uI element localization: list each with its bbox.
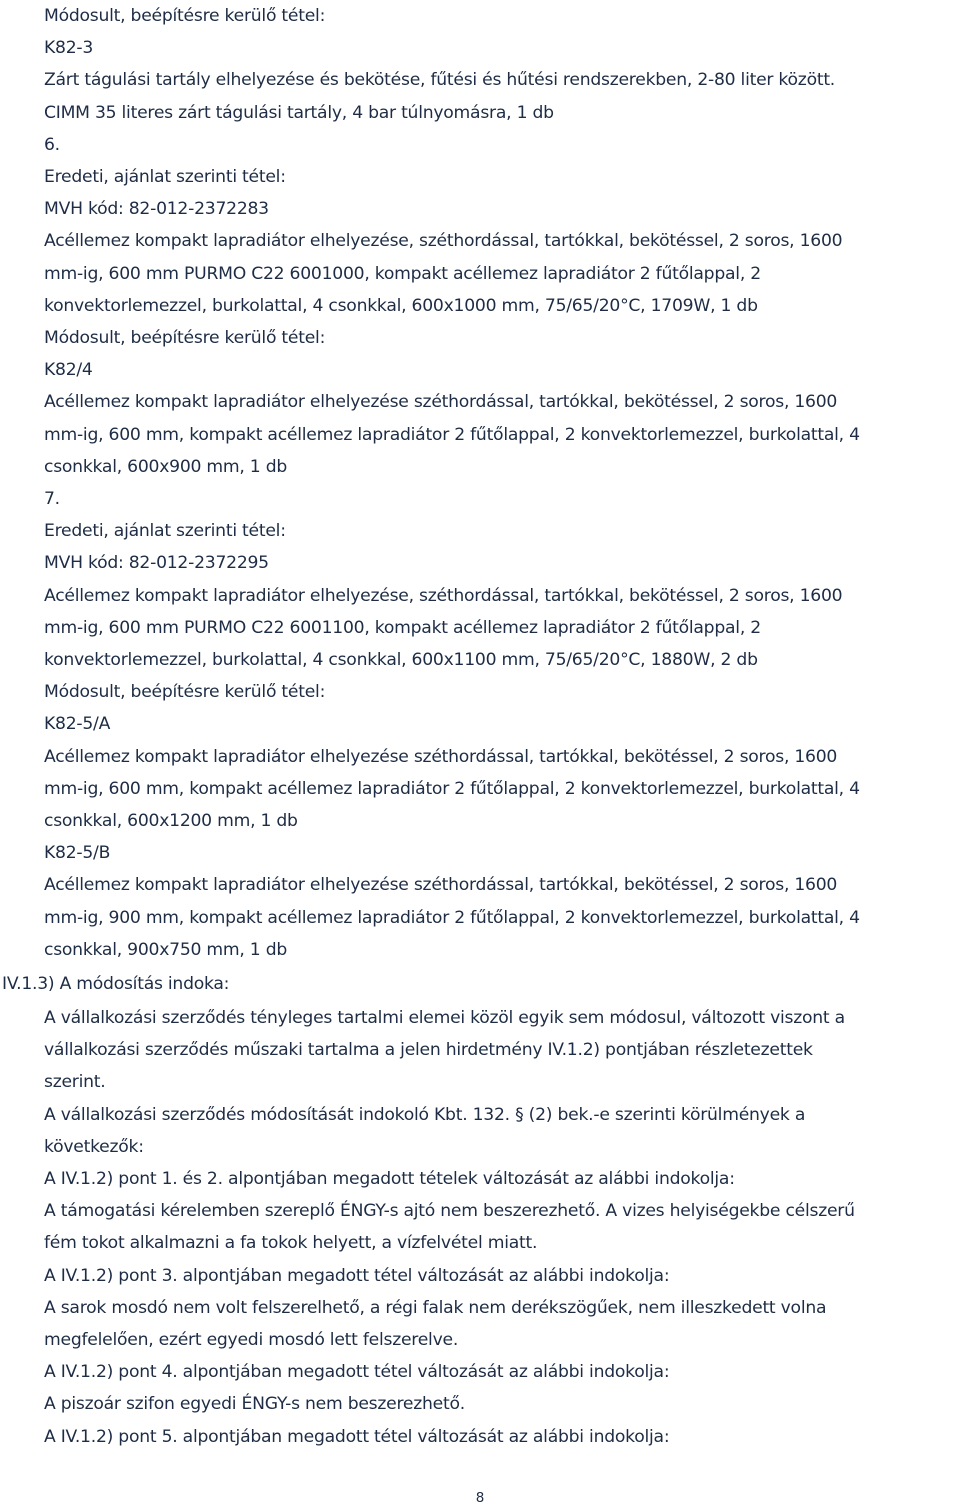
text-line: A IV.1.2) pont 1. és 2. alpontjában megadott tételek változását az alábbi indokolja: — [44, 1169, 735, 1190]
text-line: Acéllemez kompakt lapradiátor elhelyezése széthordással, tartókkal, bekötéssel, 2 soros, 1600 — [44, 746, 838, 767]
text-line: 7. — [44, 489, 60, 510]
text-line: K82-5/A — [44, 714, 111, 735]
text-line: csonkkal, 600x900 mm, 1 db — [44, 456, 288, 477]
text-line: Módosult, beépítésre kerülő tétel: — [44, 6, 326, 26]
text-line: A IV.1.2) pont 4. alpontjában megadott tétel változását az alábbi indokolja: — [44, 1362, 670, 1383]
text-line: megfelelően, ezért egyedi mosdó lett felszerelve. — [44, 1330, 459, 1351]
text-line: mm-ig, 900 mm, kompakt acéllemez lapradiátor 2 fűtőlappal, 2 konvektorlemezzel, burkolattal, 4 — [44, 907, 860, 928]
text-line: A piszoár szifon egyedi ÉNGY-s nem beszerezhető. — [44, 1394, 465, 1415]
section-heading: IV.1.3) A módosítás indoka: — [2, 974, 230, 994]
text-line: Zárt tágulási tartály elhelyezése és bekötése, fűtési és hűtési rendszerekben, 2-80 liter között. — [44, 70, 836, 91]
page-number: 8 — [475, 1490, 485, 1506]
text-line: MVH kód: 82-012-2372295 — [44, 553, 269, 574]
text-line: A vállalkozási szerződés módosítását indokoló Kbt. 132. § (2) bek.-e szerinti körülmények a — [44, 1104, 806, 1125]
text-line: Acéllemez kompakt lapradiátor elhelyezése, széthordással, tartókkal, bekötéssel, 2 soros, 1600 — [44, 231, 843, 252]
text-line: A IV.1.2) pont 5. alpontjában megadott tétel változását az alábbi indokolja: — [44, 1426, 670, 1447]
text-line: vállalkozási szerződés műszaki tartalma a jelen hirdetmény IV.1.2) pontjában részletezettek — [44, 1040, 813, 1061]
text-line: MVH kód: 82-012-2372283 — [44, 199, 269, 220]
text-line: A vállalkozási szerződés tényleges tartalmi elemei közöl egyik sem módosul, változott viszont a — [44, 1008, 845, 1028]
text-line: A sarok mosdó nem volt felszerelhető, a régi falak nem derékszögűek, nem illeszkedett volna — [44, 1297, 827, 1318]
modification-items-text — [44, 0, 952, 966]
text-line: Eredeti, ajánlat szerinti tétel: — [44, 167, 286, 188]
text-line: A támogatási kérelemben szereplő ÉNGY-s ajtó nem beszerezhető. A vizes helyiségekbe célszerű — [44, 1201, 855, 1222]
text-line: szerint. — [44, 1072, 106, 1093]
text-line: CIMM 35 literes zárt tágulási tartály, 4 bar túlnyomásra, 1 db — [44, 102, 554, 123]
text-line: mm-ig, 600 mm, kompakt acéllemez lapradiátor 2 fűtőlappal, 2 konvektorlemezzel, burkolattal, 4 — [44, 424, 860, 445]
text-line: fém tokot alkalmazni a fa tokok helyett, a vízfelvétel miatt. — [44, 1233, 538, 1254]
text-line: A IV.1.2) pont 3. alpontjában megadott tétel változását az alábbi indokolja: — [44, 1265, 670, 1286]
text-line: Acéllemez kompakt lapradiátor elhelyezése, széthordással, tartókkal, bekötéssel, 2 soros, 1600 — [44, 585, 843, 606]
text-line: konvektorlemezzel, burkolattal, 4 csonkkal, 600x1100 mm, 75/65/20°C, 1880W, 2 db — [44, 650, 758, 671]
text-line: mm-ig, 600 mm PURMO C22 6001100, kompakt acéllemez lapradiátor 2 fűtőlappal, 2 — [44, 617, 761, 638]
text-line: következők: — [44, 1136, 144, 1157]
text-line: K82-3 — [44, 38, 94, 59]
text-line: csonkkal, 900x750 mm, 1 db — [44, 939, 288, 960]
text-line: Eredeti, ajánlat szerinti tétel: — [44, 521, 286, 542]
text-line: Acéllemez kompakt lapradiátor elhelyezése széthordással, tartókkal, bekötéssel, 2 soros, 1600 — [44, 392, 838, 413]
text-line: 6. — [44, 134, 60, 155]
text-line: K82/4 — [44, 360, 93, 381]
text-line: csonkkal, 600x1200 mm, 1 db — [44, 811, 298, 832]
text-line: mm-ig, 600 mm PURMO C22 6001000, kompakt acéllemez lapradiátor 2 fűtőlappal, 2 — [44, 263, 761, 284]
text-line: mm-ig, 600 mm, kompakt acéllemez lapradiátor 2 fűtőlappal, 2 konvektorlemezzel, burkolattal, 4 — [44, 778, 860, 799]
text-line: Módosult, beépítésre kerülő tétel: — [44, 682, 326, 703]
text-line: K82-5/B — [44, 843, 111, 864]
modification-reason-text — [44, 1002, 952, 1453]
text-line: konvektorlemezzel, burkolattal, 4 csonkkal, 600x1000 mm, 75/65/20°C, 1709W, 1 db — [44, 295, 758, 316]
text-line: Acéllemez kompakt lapradiátor elhelyezése széthordással, tartókkal, bekötéssel, 2 soros, 1600 — [44, 875, 838, 896]
text-line: Módosult, beépítésre kerülő tétel: — [44, 328, 326, 349]
